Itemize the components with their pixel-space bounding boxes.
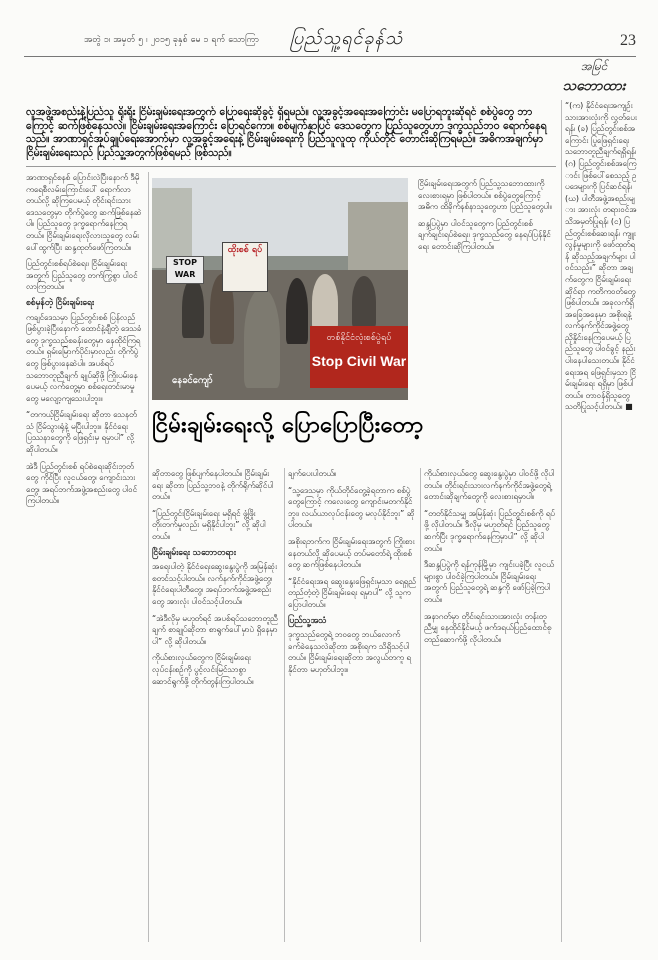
subheading: ငြိမ်းချမ်းရေး သဘောတရား	[152, 547, 236, 558]
paragraph: ကိုယ်စားလှယ်တွေက ငြိမ်းချမ်းရေးလုပ်ငန်းစဉ်ကို ပွင့်လင်းမြင်သာစွာ ဆောင်ရွက်ဖို့ တိုက်တွန်းကြပါတယ်။	[152, 653, 254, 686]
paragraph: “အဲဒီလိုမှ မဟုတ်ရင် အပစ်ရပ်သဘောတူညီချက် စာချုပ်ဆိုတာ စာရွက်ပေါ်မှာပဲ ရှိနေမှာပါ” လို့ ဆိုပါတယ်။	[152, 613, 278, 646]
paragraph: အနာဂတ်မှာ တိုင်းရင်းသားအားလုံး တန်းတူညီမျှ နေထိုင်နိုင်မယ့် ဖက်ဒရယ်ပြည်ထောင်စု တည်ဆောက်ဖို့ လိုပါတယ်။	[424, 611, 552, 644]
article-column-right: “(က) နိုင်ငံရေးအကျဉ်းသားအားလုံးကို လွှတ်ပေးရန်၊ (ခ) ပြည်တွင်းစစ်အကြောင်း ပြုဖြေရှင်းရေး သဘောတူညီချက်ရရှိရန်၊ (ဂ) ပြည်တွင်းစစ်အကြောင်း ဖြစ်ပေါ်စေသည့် ဥပဒေများကို ပြင်ဆင်ရန်၊ (ဃ) ပါတီအဖွဲ့အစည်းများ အားလုံး တရားဝင်အသိအမှတ်ပြုရန်၊ (င) ပြည်တွင်းစစ်ဆေးရန်၊ ကျူးလွန်မှုများကို ဖော်ထုတ်ရန် ဆိုသည့်အချက်များ ပါဝင်သည်။” ဆိုတာ အချက်တွေက ငြိမ်းချမ်းရေးဆိုင်ရာ ကတိကဝတ်တွေ ဖြစ်ပါတယ်။ အခုလက်ရှိအခြေအနေမှာ အစိုးရနဲ့ လက်နက်ကိုင်အဖွဲ့တွေ ညှိနှိုင်းနေကြပေမယ့် ပြည်သူတွေ ပါဝင်ခွင့် နည်းပါးနေပါသေးတယ်။ နိုင်ငံရေးအရ ဖြေရှင်းမှသာ ငြိမ်းချမ်းရေး ရရှိမှာ ဖြစ်ပါတယ်။ တာဝန်ရှိသူတွေ သတိပြုသင့်ပါတယ်။ ■	[565, 101, 637, 412]
photo-building	[348, 202, 408, 272]
masthead-logo: ပြည်သူ့ရင်ခုန်သံ	[290, 28, 404, 49]
column-divider	[148, 172, 149, 942]
photo-person	[182, 278, 204, 338]
protest-banner	[310, 326, 408, 388]
page-number: 23	[620, 32, 636, 49]
section-logo-line2: သဘောထား	[562, 78, 626, 94]
paragraph: ကိုယ်စားလှယ်တွေ ဆွေးနွေးပွဲမှာ ပါဝင်ဖို့ လိုပါတယ်။ တိုင်းရင်းသားလက်နက်ကိုင်အဖွဲ့တွေရဲ့ တောင်းဆိုချက်တွေကို လေးစားရမှာပါ။	[424, 469, 555, 502]
article-column-4	[424, 468, 558, 942]
issue-line: အတွဲ ၁၊ အမှတ် ၅ ၊ ၂၀၁၅ ခုနှစ် မေ ၁ ရက် သောကြာ	[84, 35, 260, 45]
paragraph: ဒုက္ခသည်တွေရဲ့ ဘဝတွေ ဘယ်လောက်ခက်ခဲနေသလဲဆိုတာ အစိုးရက သိရှိသင့်ပါတယ်။ ငြိမ်းချမ်းရေးဆိုတာ အလွယ်တကူ ရနိုင်တာ မဟုတ်ပါဘူး။	[288, 630, 411, 674]
article-column-3	[288, 468, 416, 942]
header-rule	[24, 56, 636, 57]
protest-photo	[152, 178, 408, 400]
banner-english: Stop Civil War	[311, 353, 407, 369]
lead-divider	[26, 166, 556, 167]
paragraph: “တတ်နိုင်သမျှ အမြန်ဆုံး ပြည်တွင်းစစ်ကို ရပ်ဖို့ လိုပါတယ်။ ဒီလိုမှ မဟုတ်ရင် ပြည်သူတွေ ဆက်ပြီး ဒုက္ခရောက်နေကြမှာပါ” လို့ ဆိုပါတယ်။	[424, 508, 555, 553]
paragraph: “သူ့ဒေသမှာ ကိုယ်တိုင်တွေ့ခဲ့ရတာက စစ်ပွဲတွေကြောင့် ကလေးတွေ ကျောင်းမတက်နိုင်ဘူး၊ လယ်ယာလုပ်ငန်းတွေ မလုပ်နိုင်ဘူး” ဆိုပါတယ်။	[288, 485, 415, 530]
page-header	[24, 22, 636, 62]
paragraph: ငြိမ်းချမ်းရေးအတွက် ပြည်သူ့သဘောထားကို လေးစားရမှာ ဖြစ်ပါတယ်။ စစ်ပွဲတွေကြောင့် အဓိက ထိခိုက်နစ်နာသူတွေဟာ ပြည်သူတွေပါ။	[418, 179, 552, 212]
photo-person	[312, 274, 338, 330]
protest-sign	[166, 256, 204, 284]
paragraph: “တကယ့်ငြိမ်းချမ်းရေး ဆိုတာ သေနတ်သံ ငြိမ်သွားရုံနဲ့ မပြီးပါဘူး။ နိုင်ငံရေးပြဿနာတွေကို ဖြေရှင်းမှ ရမှာပါ” လို့ ဆိုပါတယ်။	[26, 410, 137, 455]
paragraph: အရေးပါတဲ့ နိုင်ငံရေးဆွေးနွေးပွဲကို အမြန်ဆုံး စတင်သင့်ပါတယ်။ လက်နက်ကိုင်အဖွဲ့တွေ၊ နိုင်ငံရေးပါတီတွေ၊ အရပ်ဘက်အဖွဲ့အစည်းတွေ အားလုံး ပါဝင်သင့်ပါတယ်။	[152, 562, 278, 606]
article-column-1	[26, 172, 144, 942]
article-headline: ငြိမ်းချမ်းရေးလို့ ပြောပြောပြီးတော့	[152, 413, 424, 438]
article-column-2	[152, 468, 280, 942]
column-divider	[561, 100, 562, 942]
photo-person	[244, 288, 280, 388]
subheading: စစ်မှန်တဲ့ ငြိမ်းချမ်းရေး	[26, 297, 95, 308]
paragraph: ကချင်ဒေသမှာ ပြည်တွင်းစစ် ပြန်လည်ဖြစ်ပွားခဲ့ပြီးနောက် ထောင်နဲ့ချီတဲ့ ဒေသခံတွေ ဒုက္ခသည်စခန်းတွေမှာ နေထိုင်ကြရတယ်။ ရှမ်းမြောက်ပိုင်းမှာလည်း တိုက်ပွဲတွေ ဖြစ်ပွားနေဆဲပါ။ အပစ်ရပ်သဘောတူညီချက် ချုပ်ဆိုဖို့ ကြိုးပမ်းနေပေမယ့် လက်တွေ့မှာ စစ်ရေးတင်းမာမှုတွေ မလျော့ကျသေးပါဘူး။	[26, 312, 142, 403]
column-divider	[284, 468, 285, 942]
section-logo-line1: အမြင်	[580, 59, 608, 73]
paragraph: ချက်ပေးပါတယ်။	[288, 469, 337, 478]
section-logo	[552, 58, 636, 106]
paragraph: အစိုးရဘက်က ငြိမ်းချမ်းရေးအတွက် ကြိုးစားနေတယ်လို့ ဆိုပေမယ့် တပ်မတော်ရဲ့ ထိုးစစ်တွေ ဆက်ဖြစ်နေပါတယ်။	[288, 536, 415, 570]
paragraph: ပြည်တွင်းစစ်ရပ်စဲရေး၊ ငြိမ်းချမ်းရေးအတွက် ပြည်သူတွေ တက်ကြွစွာ ပါဝင်လာကြတယ်။	[26, 259, 138, 292]
paragraph: ဆန္ဒပြပွဲမှာ ပါဝင်သူတွေက ပြည်တွင်းစစ် ချက်ချင်းရပ်စဲရေး၊ ဒုက္ခသည်တွေ နေရပ်ပြန်နိုင်ရေး တောင်းဆိုကြပါတယ်။	[418, 218, 551, 251]
banner-text: တစ်နိုင်ငံလုံးစစ်ပွဲရပ်	[326, 333, 392, 343]
subheading: ပြည်သူ့အသံ	[288, 615, 327, 626]
article-column-mid	[418, 178, 558, 400]
lead-paragraph: လူအဖွဲ့အစည်းနဲ့ပြည်သူ ရိုးရိုး ငြိမ်းချမ်းရေးအတွက် ပြောရေးဆိုခွင့် ရှိရမည်။ လူ့အခွင့်အရေးအကြောင်း မပြောရဘူးဆိုရင် စစ်ပွဲတွေ ဘာကြောင့် ဆက်ဖြစ်နေသလဲ။ ငြိမ်းချမ်းရေးအကြောင်း ပြောရင်ကော။ စစ်မျက်နှာပြင် ဒေသတွေက ပြည်သူတွေဟာ ဒုက္ခသည်ဘဝ ရောက်နေရသည်။ အာဏာရှင်အုပ်ချုပ်ရေးအောက်မှာ လူ့အခွင့်အရေးနဲ့ ငြိမ်းချမ်းရေးကို ပြည်သူလူထု ကိုယ်တိုင် တောင်းဆိုကြရမည်။ အဓိကအချက်မှာ ငြိမ်းချမ်းရေးသည် ပြည်သူ့အတွက်ဖြစ်ရမည် ဖြစ်သည်။	[26, 106, 547, 159]
photo-person	[286, 278, 308, 344]
protest-sign-text: ထိုးစစ် ရပ်	[227, 245, 263, 255]
paragraph: ဒီဆန္ဒပြပွဲကို ရန်ကုန်မြို့မှာ ကျင်းပခဲ့ပြီး လူငယ်များစွာ ပါဝင်ခဲ့ကြပါတယ်။ ငြိမ်းချမ်းရေးအတွက် ပြည်သူတွေရဲ့ ဆန္ဒကို ဖော်ပြခဲ့ကြပါတယ်။	[424, 560, 554, 604]
paragraph: “နိုင်ငံရေးအရ ဆွေးနွေးဖြေရှင်းမှသာ ရေရှည်တည်တံ့တဲ့ ငြိမ်းချမ်းရေး ရမှာပါ” လို့ သူက ပြောပါတယ်။	[288, 576, 416, 609]
protest-sign-text: STOP WAR	[173, 258, 197, 279]
paragraph: အဲဒီ ပြည်တွင်းစစ် ရပ်စဲရေးဆိုင်းဘုတ်တွေ ကိုင်ပြီး လူငယ်တွေ၊ ကျောင်းသားတွေ၊ အရပ်ဘက်အဖွဲ့အစည်းတွေ ပါဝင်ကြပါတယ်။	[26, 461, 138, 506]
paragraph: အာဏာရှင်စနစ် ပြောင်းလဲပြီးနောက် ဒီမိုကရေစီလမ်းကြောင်းပေါ် ရောက်လာတယ်လို့ ဆိုကြပေမယ့် တိုင်းရင်းသားဒေသတွေမှာ တိုက်ပွဲတွေ ဆက်ဖြစ်နေဆဲပါ။ ပြည်သူတွေ ဒုက္ခရောက်နေကြရတယ်။ ငြိမ်းချမ်းရေးလိုလားသူတွေ လမ်းပေါ်ထွက်ပြီး ဆန္ဒထုတ်ဖော်ကြတယ်။	[26, 173, 142, 252]
paragraph: ဆိုတာတွေ ဖြစ်ပျက်နေပါတယ်။ ငြိမ်းချမ်းရေး ဆိုတာ ပြည်သူ့ဘဝနဲ့ တိုက်ရိုက်ဆိုင်ပါတယ်။	[152, 469, 274, 502]
paragraph: “ပြည်တွင်းငြိမ်းချမ်းရေး မရှိရင် ဖွံ့ဖြိုးတိုးတက်မှုလည်း မရှိနိုင်ပါဘူး” လို့ ဆိုပါတယ်။	[152, 508, 266, 541]
photo-credit: နေခင်ကျော်	[172, 375, 213, 386]
photo-person	[352, 276, 376, 328]
column-divider	[420, 468, 421, 942]
protest-sign	[222, 242, 268, 292]
